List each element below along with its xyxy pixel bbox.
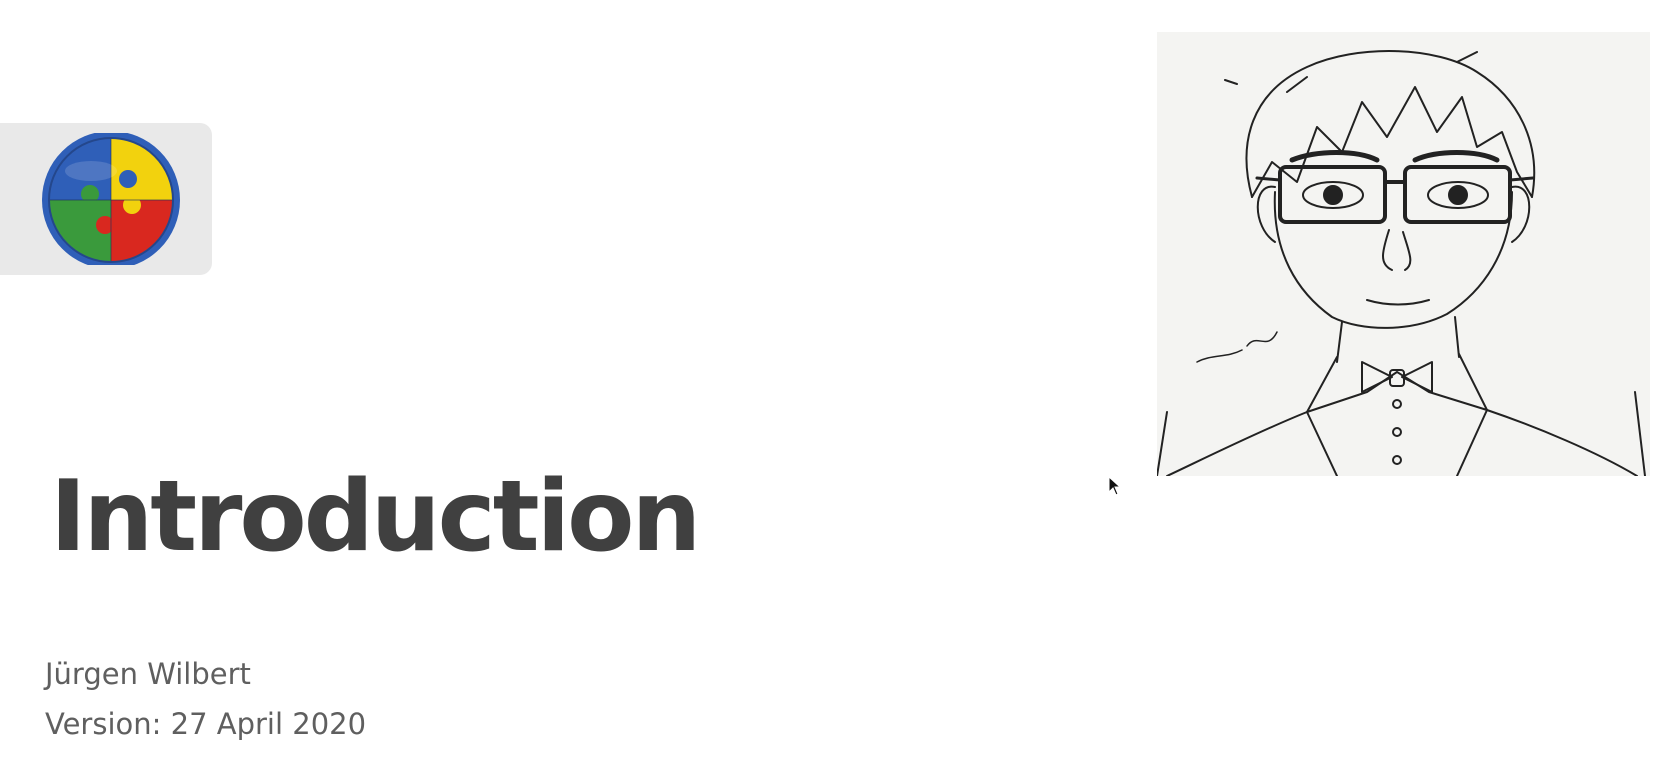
version-date: Version: 27 April 2020 bbox=[45, 707, 367, 741]
author-name: Jürgen Wilbert bbox=[45, 657, 251, 691]
logo-tab bbox=[0, 123, 212, 275]
puzzle-logo-icon bbox=[36, 133, 186, 265]
slide-title: Introduction bbox=[50, 460, 699, 574]
mouse-cursor-icon bbox=[1108, 476, 1122, 496]
portrait-icon bbox=[1157, 32, 1650, 476]
portrait-drawing bbox=[1157, 32, 1650, 476]
